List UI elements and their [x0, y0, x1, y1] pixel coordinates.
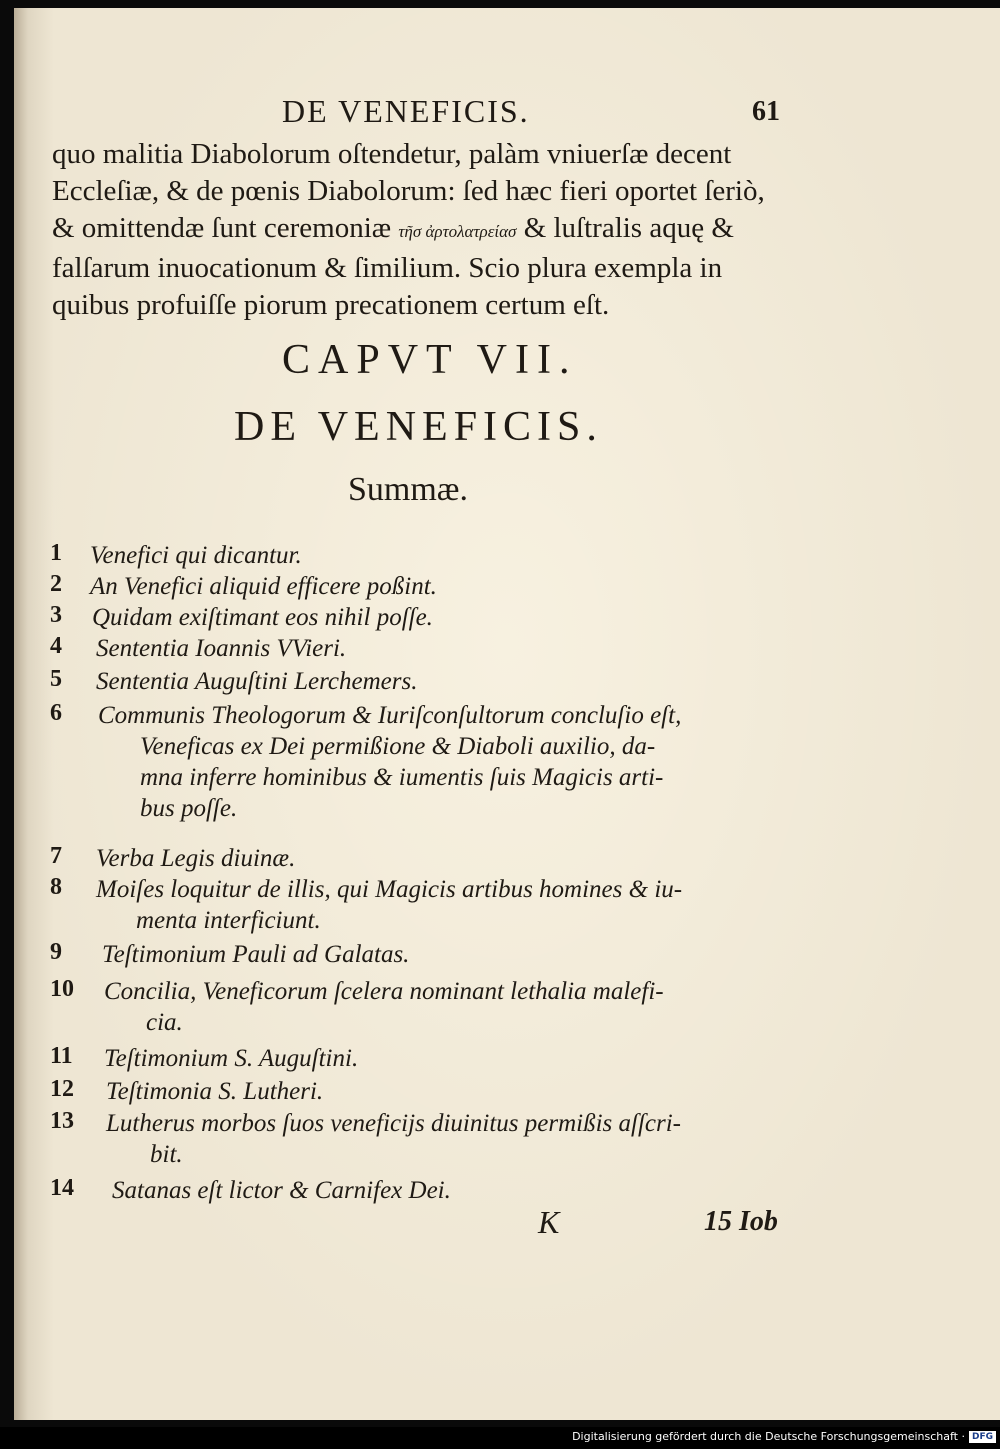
- item-text: Sententia Ioannis VVieri.: [96, 635, 347, 662]
- page-number: 61: [752, 96, 780, 127]
- body-line: falſarum inuocationum & ſimilium. Scio plura exempla in: [52, 252, 723, 284]
- item-number: 12: [50, 1076, 74, 1102]
- summary-item: [50, 633, 346, 664]
- item-number: 8: [50, 874, 62, 900]
- body-line: Eccleſiæ, & de pœnis Diabolorum: ſed hæc fieri oportet ſeriò,: [52, 175, 765, 207]
- item-text: Teſtimonia S. Lutheri.: [106, 1078, 324, 1105]
- item-text-cont: bus poſſe.: [140, 795, 238, 822]
- digitization-credit: [572, 1430, 996, 1443]
- item-number: 5: [50, 666, 62, 692]
- summary-item: [50, 700, 681, 824]
- item-text: Teſtimonium Pauli ad Galatas.: [102, 941, 410, 968]
- item-number: 1: [50, 540, 62, 566]
- summary-item: [50, 1175, 451, 1206]
- item-text-cont: cia.: [146, 1009, 183, 1036]
- signature-mark: K: [538, 1204, 560, 1240]
- item-text: Communis Theologorum & Iuriſconſultorum concluſio eſt,: [98, 702, 682, 729]
- item-text: Moiſes loquitur de illis, qui Magicis artibus homines & iu-: [96, 876, 683, 903]
- summary-item: [50, 602, 433, 633]
- running-head: DE VENEFICIS.: [282, 93, 530, 129]
- item-text: Satanas eſt lictor & Carnifex Dei.: [112, 1177, 451, 1204]
- chapter-subtitle: DE VENEFICIS.: [234, 404, 603, 450]
- item-number: 6: [50, 700, 62, 726]
- summary-item: [50, 976, 664, 1038]
- item-number: 3: [50, 602, 62, 628]
- item-text: An Venefici aliquid efficere poßint.: [90, 573, 437, 600]
- body-line: quibus profuiſſe piorum precationem certum eſt.: [52, 289, 610, 321]
- body-line-end: & luſtralis aquę &: [523, 212, 734, 244]
- item-text: Lutherus morbos ſuos veneficijs diuinitus permißis aſſcri-: [106, 1110, 681, 1137]
- item-number: 2: [50, 571, 62, 597]
- body-line-start: & omittendæ ſunt ceremoniæ: [52, 212, 392, 244]
- item-text-cont: menta interficiunt.: [136, 907, 321, 934]
- summary-item: [50, 1108, 681, 1170]
- book-page: [14, 8, 1000, 1420]
- item-text: Teſtimonium S. Auguſtini.: [104, 1045, 359, 1072]
- item-number: 9: [50, 939, 62, 965]
- summary-heading: Summæ.: [348, 471, 468, 508]
- item-number: 14: [50, 1175, 74, 1201]
- summary-item: [50, 1043, 358, 1074]
- item-number: 11: [50, 1043, 73, 1069]
- item-text-cont: mna inferre hominibus & iumentis ſuis Magicis arti-: [140, 764, 664, 791]
- summary-item: [50, 939, 409, 970]
- summary-item: [50, 540, 302, 571]
- summary-item: [50, 843, 295, 874]
- item-number: 10: [50, 976, 74, 1002]
- body-line: [52, 210, 797, 250]
- item-number: 13: [50, 1108, 74, 1134]
- summary-item: [50, 874, 682, 936]
- greek-phrase: τῆσ ἀρτολατρείασ: [398, 222, 517, 241]
- chapter-title: CAPVT VII.: [282, 337, 578, 383]
- credit-text: Digitalisierung gefördert durch die Deutsche Forschungsgemeinschaft ·: [572, 1430, 965, 1443]
- item-number: 7: [50, 843, 62, 869]
- body-paragraph: [52, 136, 797, 324]
- item-text: Quidam exiſtimant eos nihil poſſe.: [92, 604, 433, 631]
- item-text: Concilia, Veneficorum ſcelera nominant lethalia malefi-: [104, 978, 664, 1005]
- item-text: Verba Legis diuinæ.: [96, 845, 296, 872]
- summary-item: [50, 666, 417, 697]
- item-text-cont: Veneficas ex Dei permißione & Diaboli auxilio, da-: [140, 733, 656, 760]
- item-text: Sententia Auguſtini Lerchemers.: [96, 668, 418, 695]
- catchword: 15 Iob: [704, 1206, 778, 1237]
- dfg-logo: DFG: [969, 1431, 996, 1443]
- summary-item: [50, 1076, 323, 1107]
- summary-item: [50, 571, 437, 602]
- item-text: Venefici qui dicantur.: [90, 542, 302, 569]
- item-number: 4: [50, 633, 62, 659]
- item-text-cont: bit.: [150, 1141, 183, 1168]
- body-line: quo malitia Diabolorum oſtendetur, palàm vniuerſæ decent: [52, 138, 732, 170]
